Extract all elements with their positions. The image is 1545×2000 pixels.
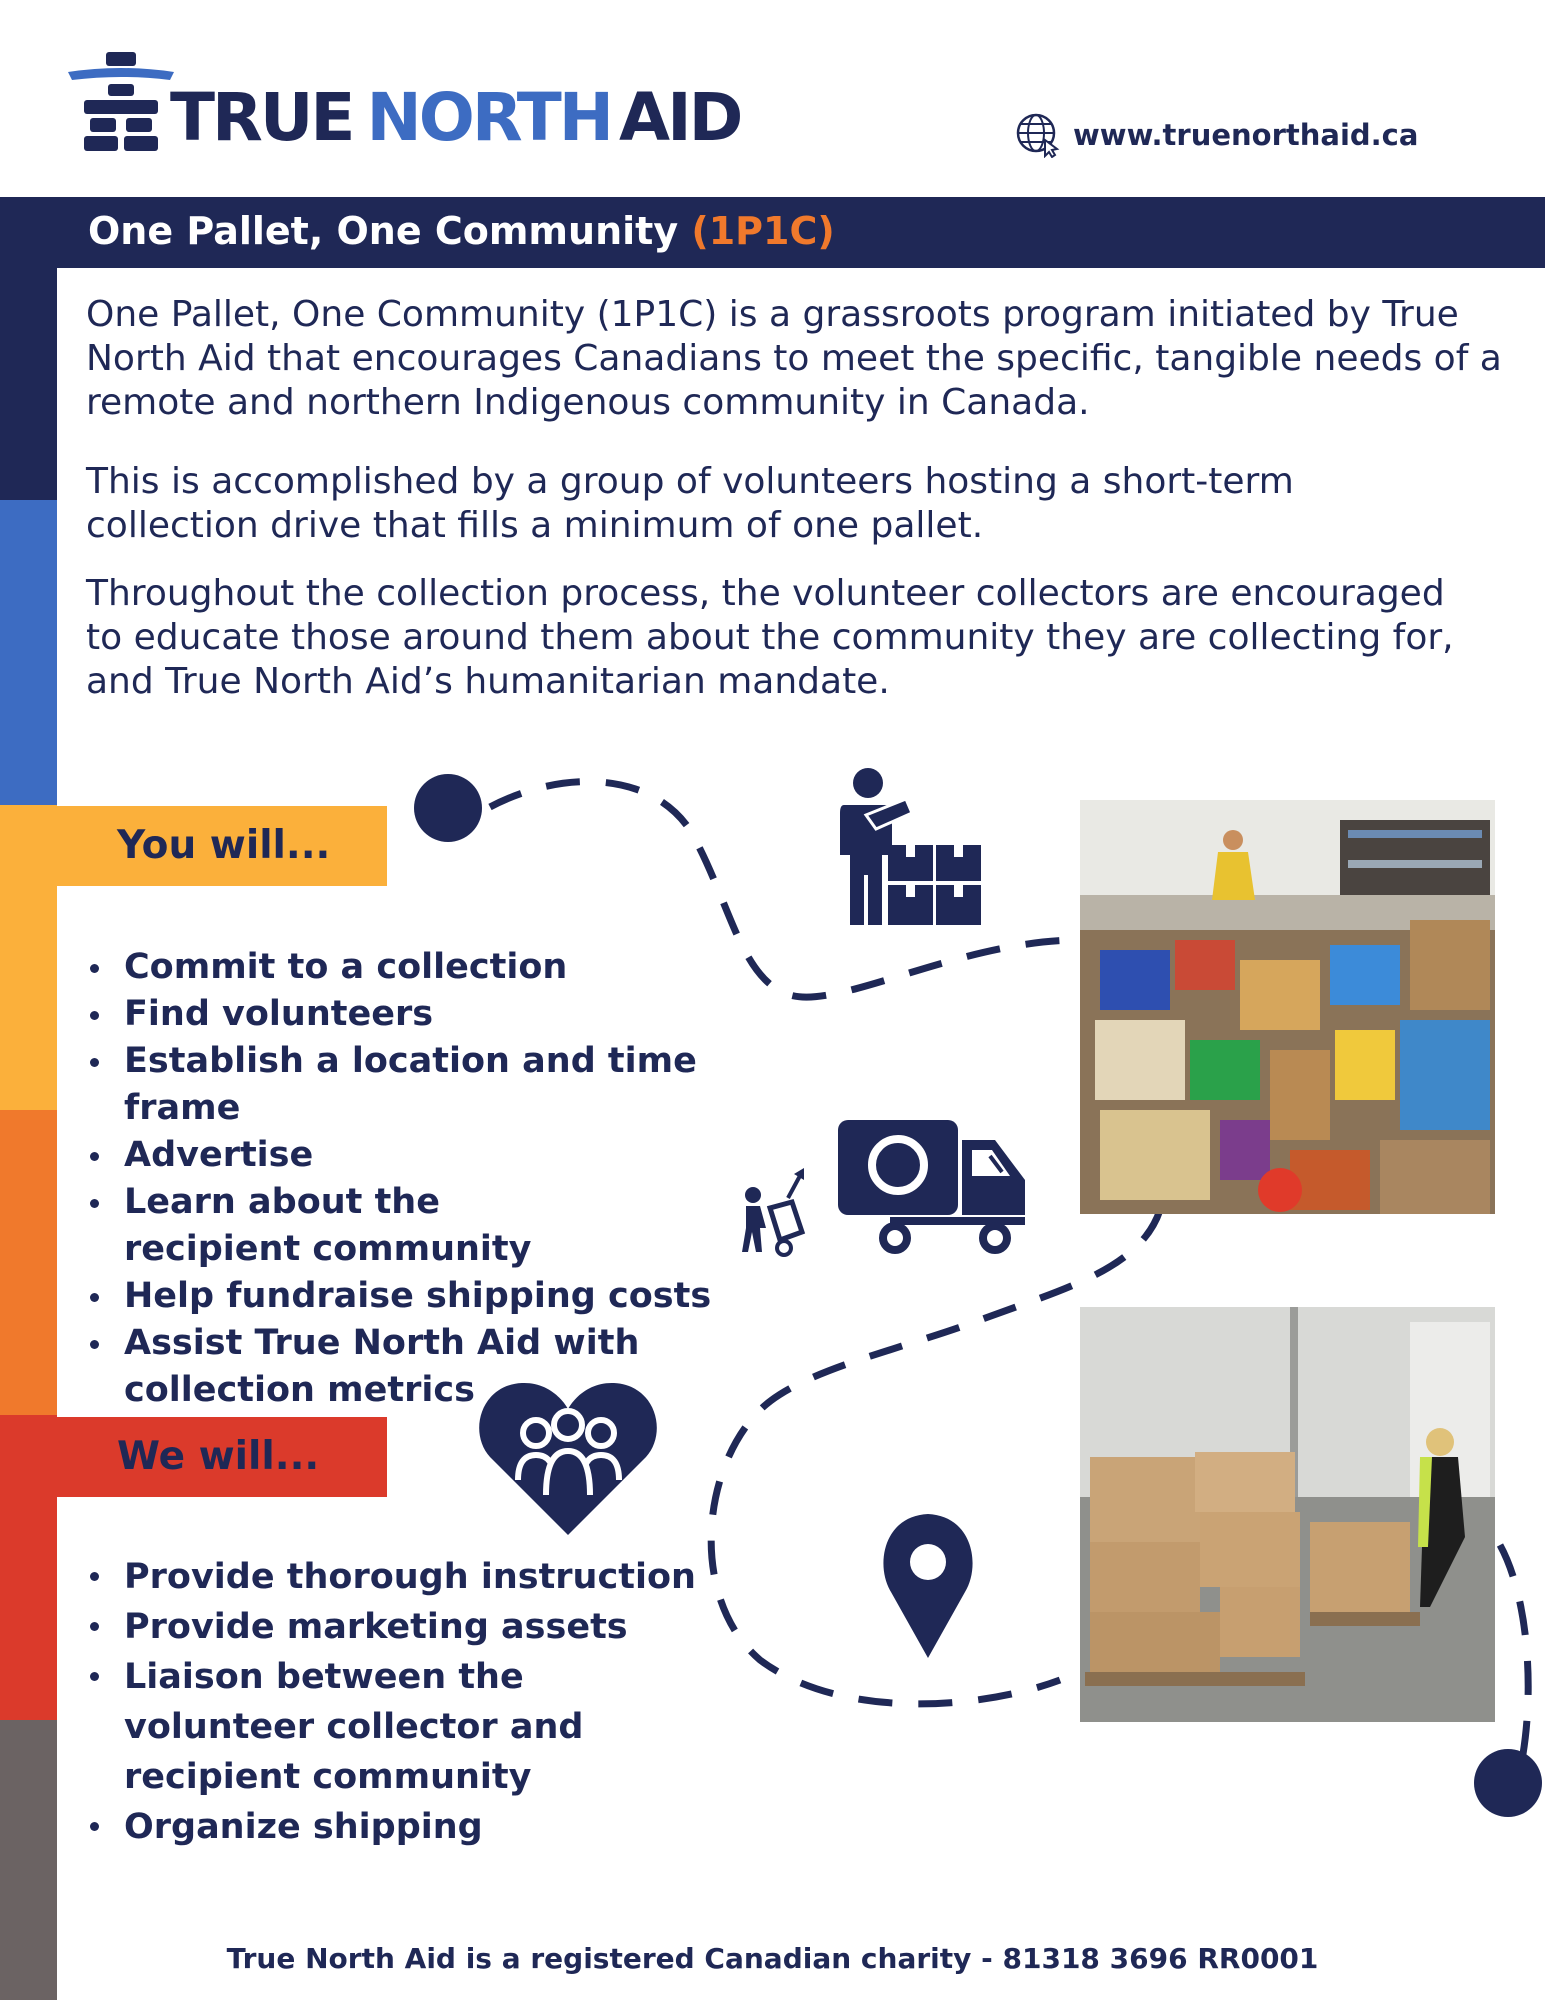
intro-text-2: This is accomplished by a group of volunteers hosting a short-term collection drive that fills a minimum of one pallet.	[86, 461, 1294, 546]
list-item: Commit to a collection	[86, 944, 786, 991]
location-pin-icon	[877, 1510, 979, 1660]
list-item: Organize shipping	[86, 1802, 706, 1852]
footer-charity-note: True North Aid is a registered Canadian charity - 81318 3696 RR0001	[226, 1942, 1319, 1975]
list-item: Advertise	[86, 1132, 786, 1179]
page-title-accent: (1P1C)	[691, 209, 835, 253]
we-will-list	[86, 1552, 706, 1852]
brand-word-true: TRUE	[170, 79, 353, 156]
list-item: Find volunteers	[86, 991, 786, 1038]
you-will-heading-text: You will...	[117, 823, 331, 868]
list-item: Provide thorough instruction	[86, 1552, 706, 1602]
brand-word-north: NORTH	[366, 79, 611, 156]
you-will-list	[86, 944, 786, 1414]
you-will-heading	[57, 806, 387, 886]
brand-word-aid: AID	[619, 79, 741, 156]
list-item: Learn about the recipient community	[86, 1179, 624, 1273]
worker-boxes-icon	[826, 765, 986, 930]
website-url: www.truenorthaid.ca	[1073, 118, 1419, 152]
page-title-main: One Pallet, One Community	[88, 209, 679, 253]
we-will-heading	[57, 1417, 387, 1497]
list-item: Liaison between the volunteer collector and recipient community	[86, 1652, 704, 1802]
pallet-boxes-photo	[1080, 1307, 1495, 1722]
intro-text-1: One Pallet, One Community (1P1C) is a grassroots program initiated by True North Aid that encourages Canadians to meet the specific, tangible needs of a remote and northern Indigenous community in Canada.	[86, 294, 1502, 423]
we-will-heading-text: We will...	[117, 1434, 320, 1479]
intro-text-3: Throughout the collection process, the volunteer collectors are encouraged to educate those around them about the community they are collecting for, and True North Aid’s humanitarian mandate.	[86, 573, 1454, 702]
list-item: Assist True North Aid with collection metrics	[86, 1320, 644, 1414]
list-item: Provide marketing assets	[86, 1602, 706, 1652]
list-item: Help fundraise shipping costs	[86, 1273, 786, 1320]
collection-drive-photo	[1080, 800, 1495, 1214]
list-item: Establish a location and time frame	[86, 1038, 786, 1132]
